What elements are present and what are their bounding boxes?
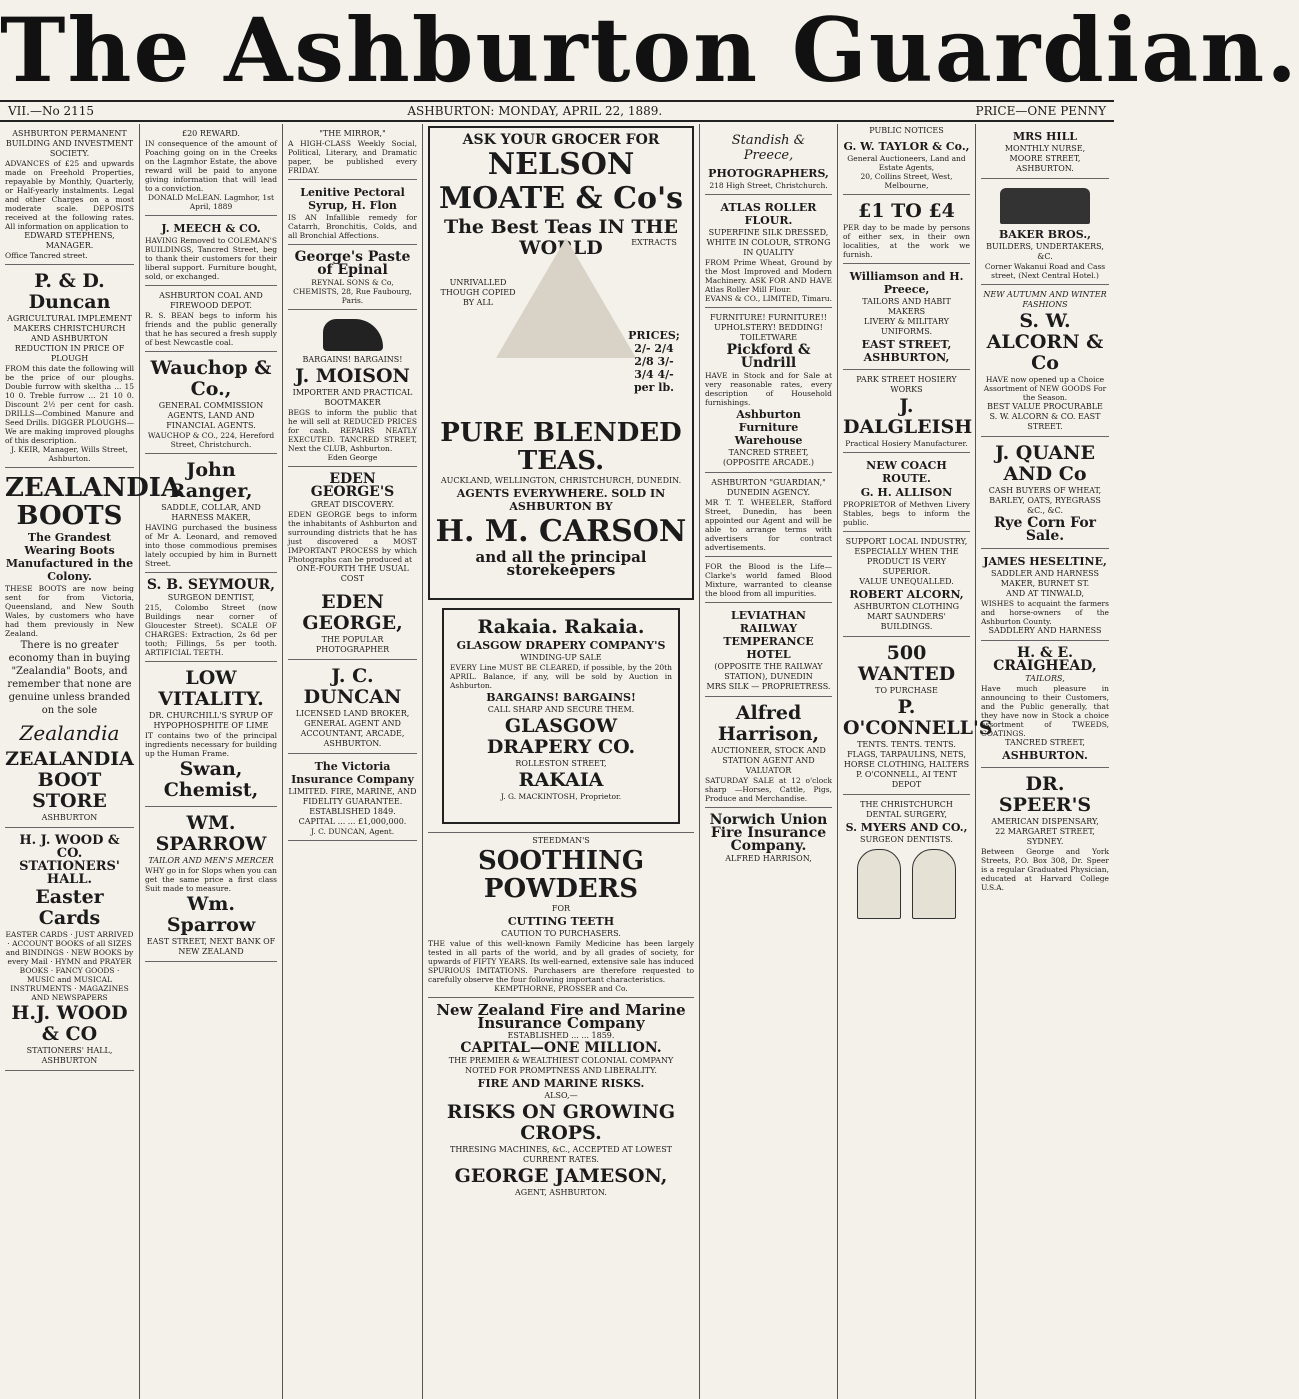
ad-best-value: BEST VALUE PROCURABLE [987, 402, 1103, 411]
ad-capital: CAPITAL—ONE MILLION. [460, 1040, 662, 1056]
ad-signature: EVANS & CO., LIMITED, Timaru. [705, 294, 832, 303]
ad-address: MOORE STREET, ASHBURTON. [1009, 154, 1081, 173]
victoria-insurance-ad [288, 756, 417, 841]
ad-subheading: TO PURCHASE [875, 686, 938, 695]
ad-body: HAVING purchased the business of Mr A. Leonard, and removed into those commodious premises lately occupied by him in Burnett Street. [145, 523, 277, 568]
ad-name: S. W. ALCORN & Co [986, 310, 1104, 374]
ad-heading: J. MOISON [295, 365, 410, 387]
ad-subheading: AMERICAN DISPENSARY, [991, 817, 1099, 826]
ad-body: R. S. BEAN begs to inform his friends and the public generally that he has secured a fresh supply of best Newcastle coal. [145, 311, 277, 347]
hill-nurse-ad [981, 126, 1109, 179]
ad-body: PER day to be made by persons of either sex, in their own localities, at the work we furnish. [843, 223, 970, 259]
ad-address: 20, Collins Street, West, Melbourne, [860, 172, 953, 190]
tea-unrivalled: UNRIVALLED THOUGH COPIED BY ALL [440, 278, 516, 307]
ad-subheading: GENERAL COMMISSION AGENTS, LAND AND FINANCIAL AGENTS. [158, 401, 264, 430]
eden-george-discovery-ad [288, 469, 417, 660]
reward-ad [145, 126, 277, 216]
ad-heading: "THE MIRROR," [319, 129, 386, 138]
photographers-ad [705, 126, 832, 195]
ad-signature: Swan, Chemist, [163, 758, 259, 801]
ad-body: FOR the Blood is the Life—Clarke's world famed Blood Mixture, warranted to cleanse the blood from all impurities. [705, 562, 832, 598]
ad-value: VALUE UNEQUALLED. [859, 577, 954, 586]
column-7 [976, 124, 1114, 1399]
mirror-ad [288, 126, 417, 180]
duncan-broker-ad [288, 662, 417, 754]
ad-body: Between George and York Streets, P.O. Box 308, Dr. Speer is a regular Graduated Physician, educated at Harvard College U.S.A. [981, 847, 1109, 892]
ad-heading: WM. SPARROW [155, 812, 267, 855]
ad-line: BARGAINS! BARGAINS! [302, 355, 403, 364]
column-5 [700, 124, 838, 1399]
sparrow-ad [145, 809, 277, 962]
building-society-ad [5, 126, 134, 265]
ad-signature: DONALD McLEAN. Lagmhor, 1st April, 1889 [148, 193, 274, 211]
ad-rakaia: Rakaia. Rakaia. [477, 616, 645, 638]
ad-subheading: (OPPOSITE THE RAILWAY STATION), DUNEDIN [714, 662, 823, 681]
price: PRICE—ONE PENNY [975, 104, 1106, 118]
ad-body: BEGS to inform the public that he will sell at REDUCED PRICES for cash. REPAIRS NEATLY EXECUTED. TANCRED STREET, Next the CLUB, Ashburton. [288, 408, 417, 453]
ad-bargains: BARGAINS! BARGAINS! [486, 691, 636, 704]
ad-heading: LOW VITALITY. [158, 667, 264, 710]
photographer-sub: THE POPULAR PHOTOGRAPHER [315, 635, 390, 654]
pectoral-syrup-ad [288, 182, 417, 245]
photographer-heading: EDEN GEORGE, [302, 591, 403, 634]
store-heading: ZEALANDIA BOOT STORE [5, 748, 134, 812]
ad-heading: MRS HILL [1012, 130, 1078, 143]
ad-agent-place: AGENT, ASHBURTON. [515, 1188, 607, 1197]
ad-body: PROPRIETOR of Methven Livery Stables, begs to inform the public. [843, 500, 970, 527]
ad-subheading: GREAT DISCOVERY. [310, 500, 395, 509]
coach-route-ad [843, 455, 970, 532]
tea-brand: NELSON MOATE & Co's [438, 147, 684, 216]
ad-heading: SUPPORT LOCAL INDUSTRY, [845, 537, 968, 546]
taylor-auctioneers-ad [843, 136, 970, 195]
ad-heading: ASHBURTON PERMANENT BUILDING AND INVESTMENT SOCIETY. [5, 129, 134, 158]
ad-body: THESE BOOTS are now being sent for from Victoria, Queensland, and New South Wales, by customers who have had them previously in New Zealand. [5, 584, 134, 638]
columns [0, 124, 1114, 1399]
column-6 [838, 124, 993, 1399]
zealandia-logo-script: Zealandia [19, 721, 120, 745]
ad-warehouse: Ashburton Furniture Warehouse [734, 408, 803, 447]
ad-heading: J. MEECH & CO. [161, 222, 261, 235]
coal-depot-ad [145, 288, 277, 352]
column-4 [423, 124, 700, 1399]
ad-footer-place: ASHBURTON [41, 1056, 98, 1065]
tea-extracts: EXTRACTS [631, 238, 677, 247]
ad-heading: JAMES HESELTINE, [983, 555, 1107, 568]
ad-subheading: TAILORS, [1025, 674, 1065, 683]
ad-signature: S. W. ALCORN & CO. EAST STREET. [989, 412, 1101, 431]
ad-script-name: Standish & Preece, [731, 133, 806, 163]
tea-pure-blended: PURE BLENDED TEAS. [440, 418, 682, 476]
ad-address: EAST STREET, ASHBURTON, [861, 338, 952, 364]
ad-heading: EDEN GEORGE'S [310, 471, 395, 500]
wauchop-ad [145, 354, 277, 454]
ad-subheading: SUPERFINE SILK DRESSED, WHITE IN COLOUR, STRONG IN QUALITY [706, 228, 831, 257]
ad-body: SATURDAY SALE at 12 o'clock sharp —Horses, Cattle, Pigs, Produce and Merchandise. [705, 776, 832, 803]
ad-name: ROBERT ALCORN, [849, 588, 964, 601]
dr-speer-ad [981, 770, 1109, 896]
ad-subheading: AGRICULTURAL IMPLEMENT MAKERS CHRISTCHURCH AND ASHBURTON [7, 314, 132, 343]
ad-heading: PARK STREET HOSIERY WORKS [856, 375, 957, 394]
ad-heading: The Victoria Insurance Company [291, 760, 414, 786]
ad-heading: Williamson and H. Preece, [849, 270, 964, 296]
ad-big-heading: SOOTHING POWDERS [477, 846, 645, 904]
sw-alcorn-ad [981, 287, 1109, 437]
ad-saddlery: SADDLERY AND HARNESS [988, 626, 1102, 635]
blood-mixture-ad [705, 559, 832, 603]
ad-call: CALL SHARP AND SECURE THEM. [487, 705, 635, 714]
tea-agents: AGENTS EVERYWHERE. SOLD IN ASHBURTON BY [456, 487, 666, 513]
ad-address: ASHBURTON CLOTHING MART SAUNDERS' BUILDINGS. [853, 602, 960, 631]
ad-also: ALSO,— [544, 1091, 578, 1100]
ad-heading: ASHBURTON "GUARDIAN," DUNEDIN AGENCY. [711, 478, 826, 497]
issue-date: ASHBURTON: MONDAY, APRIL 22, 1889. [407, 104, 663, 118]
ad-subheading: ESPECIALLY WHEN THE PRODUCT IS VERY SUPERIOR. [854, 547, 959, 576]
ad-body: HAVING Removed to COLEMAN'S BUILDINGS, Tancred Street, beg to thank their customers for their liberal support. Furniture bought, sold, or exchanged. [145, 236, 277, 281]
dentist-illustration [852, 849, 962, 919]
ad-threshing: THRESING MACHINES, &C., ACCEPTED AT LOWEST CURRENT RATES. [449, 1145, 673, 1164]
ad-subheading: DR. CHURCHILL'S SYRUP OF HYPOPHOSPHITE OF LIME [148, 711, 274, 730]
hearse-illustration [1000, 188, 1090, 224]
tea-best-teas: The Best Teas IN THE WORLD [443, 216, 678, 259]
ad-heading: J. C. DUNCAN [303, 665, 402, 708]
ad-signature: REYNAL SONS & Co, CHEMISTS, 28, Rue Faubourg, Paris. [293, 278, 412, 305]
ad-fire-marine: FIRE AND MARINE RISKS. [477, 1077, 645, 1090]
ad-heading: NEW AUTUMN AND WINTER FASHIONS [983, 290, 1107, 309]
ad-subheading: SADDLE, COLLAR, AND HARNESS MAKER, [161, 503, 261, 522]
ad-big-heading: £1 TO £4 [858, 200, 955, 222]
tea-seller: H. M. CARSON [435, 514, 687, 549]
ad-address: EAST STREET, NEXT BANK OF NEW ZEALAND [146, 937, 276, 956]
ad-signature: J. G. MACKINTOSH, Proprietor. [500, 792, 622, 801]
ad-heading: THE CHRISTCHURCH DENTAL SURGERY, [860, 800, 953, 819]
ad-heading: LEVIATHAN RAILWAY TEMPERANCE HOTEL [723, 609, 814, 661]
ad-body: EASTER CARDS · JUST ARRIVED · ACCOUNT BOOKS of all SIZES and BINDINGS · NEW BOOKS by every Mail · HYMN and PRAYER BOOKS · FANCY GOODS · MUSIC and MUSICAL INSTRUMENTS · MAGAZINES AND NEWSPAPERS [5, 930, 134, 1002]
ad-subheading: TAILOR AND MEN'S MERCER [148, 856, 274, 865]
ad-body: A HIGH-CLASS Weekly Social, Political, Literary, and Dramatic paper, be published every FRIDAY. [288, 139, 417, 175]
ad-heading: H. J. WOOD & CO. STATIONERS' HALL. [19, 833, 120, 887]
ad-town: ASHBURTON. [1002, 749, 1088, 762]
ad-address: 218 High Street, Christchurch. [709, 181, 828, 190]
ad-subheading: CASH BUYERS OF WHEAT, BARLEY, OATS, RYEGRASS &C., &C. [988, 486, 1102, 515]
column-2 [140, 124, 283, 1399]
ad-address: Office Tancred street. [5, 251, 88, 260]
ad-heading: ZEALANDIA BOOTS [5, 473, 182, 531]
tea-ask-grocer: ASK YOUR GROCER FOR [462, 132, 660, 148]
wood-stationers-ad [5, 830, 134, 1071]
ad-town: RAKAIA [518, 769, 604, 791]
ad-risks: RISKS ON GROWING CROPS. [446, 1101, 676, 1144]
ad-name: J. DALGLEISH [843, 395, 973, 438]
boot-illustration [323, 319, 383, 351]
ad-footer-sub: STATIONERS' HALL, [26, 1046, 113, 1055]
ad-name: G. H. ALLISON [860, 486, 953, 499]
work-at-home-ad [843, 197, 970, 264]
williamson-tailors-ad [843, 266, 970, 370]
ad-heading: H. & E. CRAIGHEAD, [993, 645, 1097, 674]
ad-heading: S. B. SEYMOUR, [146, 577, 276, 593]
newspaper-title: The Ashburton Guardian. [0, 0, 1299, 102]
ad-footer: Eden George [327, 453, 378, 462]
ad-heading: DR. SPEER'S [998, 773, 1092, 816]
ad-heading: G. W. TAYLOR & Co., [843, 140, 970, 153]
steedman-ad [428, 832, 694, 998]
ad-signature: J. KEIR, Manager, Wills Street, Ashburton. [11, 445, 128, 463]
ad-subheading: General Auctioneers, Land and Estate Agents, [847, 154, 966, 172]
ad-line: LIVERY & MILITARY UNIFORMS. [864, 317, 949, 336]
ad-tinwald: AND AT TINWALD, [1005, 589, 1085, 598]
ad-body: 215, Colombo Street (now Buildings near corner of Gloucester Street). SCALE OF CHARGES: Extraction, 2s 6d per tooth; Fillings, 5s per tooth. ARTIFICIAL TEETH. [145, 603, 277, 657]
ad-body: WISHES to acquaint the farmers and horse-owners of the Ashburton County. [981, 599, 1109, 626]
ad-name: J. QUANE AND Co [995, 442, 1095, 485]
norwich-union-ad [705, 810, 832, 868]
temperance-hotel-ad [705, 605, 832, 697]
column-1 [0, 124, 182, 1399]
ad-heading: £20 REWARD. [182, 129, 240, 138]
ad-heading: John Ranger, [169, 459, 253, 502]
ad-street: ROLLESTON STREET, [515, 759, 607, 768]
ad-agent: GEORGE JAMESON, [454, 1165, 668, 1187]
ad-signature: WAUCHOP & CO., 224, Hereford Street, Christchurch. [147, 431, 275, 449]
ad-address: 22 MARGARET STREET, SYDNEY. [995, 827, 1095, 846]
ad-body: ADVANCES of £25 and upwards made on Freehold Properties, repayable by Monthly, Quarterly, or Half-yearly instalments. Legal and other Charges on a most moderate scale. DEPOSITS received at the following rates. All information on application to [5, 159, 134, 231]
alcorn-clothing-ad [843, 534, 970, 637]
ad-subheading: The Grandest Wearing Boots Manufactured in the Colony. [5, 531, 134, 583]
ad-cutting-teeth: CUTTING TEETH [507, 915, 615, 928]
ad-heading: Norwich Union Fire Insurance Company. [709, 812, 828, 854]
ad-body: EDEN GEORGE begs to inform the inhabitants of Ashburton and surrounding districts that he has just discovered a MOST IMPORTANT PROCESS by which Photographs can be produced at [288, 510, 417, 564]
ad-lines: FURNITURE! FURNITURE!! UPHOLSTERY! BEDDING! TOILETWARE [709, 313, 828, 342]
ad-heading: George's Paste of Epinal [294, 249, 411, 278]
craighead-tailors-ad [981, 643, 1109, 768]
low-vitality-ad [145, 664, 277, 807]
ad-body: IS AN Infallible remedy for Catarrh, Bronchitis, Colds, and all Bronchial Affections. [288, 213, 417, 240]
ad-subheading: BUILDERS, UNDERTAKERS, &C. [986, 242, 1104, 261]
ad-capital: CAPITAL ... ... £1,000,000. [298, 817, 407, 826]
nz-fire-marine-ad [428, 1000, 694, 1202]
ad-heading: PHOTOGRAPHERS, [708, 167, 829, 180]
ad-heading: New Zealand Fire and Marine Insurance Company [436, 1001, 686, 1032]
ad-body: FROM this date the following will be the price of our ploughs. Double furrow with skeltha ... 15 10 0. Treble furrow ... 21 10 0. Discount 2½ per cent for cash. DRILLS—Combined Manure and Seed Drills. DIGGER PLOUGHS—We are making improved ploughs of this description. [5, 364, 134, 445]
ad-subheading: WINDING-UP SALE [520, 653, 602, 662]
ad-body: Have much pleasure in announcing to their Customers, and the Public generally, that they have now in Stock a choice assortment of TWEEDS, COATINGS. [981, 684, 1109, 738]
georges-paste-ad [288, 247, 417, 310]
ad-body: HAVE in Stock and for Sale at very reasonable rates, every description of Household furnishings. [705, 371, 832, 407]
tea-storekeepers: and all the principal storekeepers [475, 548, 647, 579]
ad-signature: Wm. Sparrow [166, 893, 256, 936]
ad-heading: Lenitive Pectoral Syrup, H. Flon [300, 186, 405, 212]
tea-cities: AUCKLAND, WELLINGTON, CHRISTCHURCH, DUNEDIN. [440, 476, 682, 485]
atlas-flour-ad [705, 197, 832, 308]
volume-number: VII.—No 2115 [8, 104, 95, 118]
ad-premier: THE PREMIER & WEALTHIEST COLONIAL COMPANY [448, 1056, 674, 1065]
tea-advert [428, 126, 694, 600]
ad-for: FOR [551, 904, 571, 913]
ad-lines: TENTS. TENTS. TENTS. FLAGS, TARPAULINS, NETS, HORSE CLOTHING, HALTERS [843, 740, 970, 769]
guardian-agency-ad [705, 475, 832, 557]
column-3 [283, 124, 423, 1399]
dateline-bar [0, 100, 1114, 122]
ad-subheading: AUCTIONEER, STOCK AND STATION AGENT AND VALUATOR [711, 746, 826, 775]
ad-subheading: IMPORTER AND PRACTICAL BOOTMAKER [292, 388, 413, 407]
oconnell-tents-ad [843, 639, 993, 795]
meech-ad [145, 218, 277, 286]
ad-street: TANCRED STREET, [1005, 738, 1085, 747]
ad-signature: ALFRED HARRISON, [725, 854, 812, 863]
ad-heading: Wauchop & Co., [150, 357, 272, 400]
quane-ad [981, 439, 1109, 549]
ad-signature: KEMPTHORNE, PROSSER and Co. [494, 984, 628, 993]
moison-boots-ad [288, 312, 417, 467]
ad-subheading: MONTHLY NURSE, [1004, 144, 1086, 153]
ad-body: IT contains two of the principal ingredients necessary for building up the Human Frame. [145, 731, 277, 758]
heseltine-ad [981, 551, 1109, 641]
ad-heading: STEEDMAN'S [532, 836, 590, 845]
harrison-auctioneer-ad [705, 699, 832, 808]
ad-body: FROM Prime Wheat, Ground by the Most Improved and Modern Machinery. ASK FOR AND HAVE Atlas Roller Mill Flour. [705, 258, 832, 294]
ad-signature: P. O'CONNELL, AI TENT DEPOT [856, 770, 957, 789]
ad-signature: EDWARD STEPHENS, MANAGER. [24, 231, 115, 250]
ad-subheading: HAVE now opened up a Choice Assortment of NEW GOODS For the Season. [983, 375, 1107, 402]
ad-rye: Rye Corn For Sale. [993, 515, 1097, 544]
ad-body: Corner Wakanui Road and Cass street, (Next Central Hotel.) [984, 262, 1106, 280]
glasgow-drapery-ad [442, 608, 680, 824]
dental-surgery-ad [843, 797, 970, 927]
ranger-ad [145, 456, 277, 573]
ad-heading: Alfred Harrison, [717, 702, 820, 745]
ad-line: REDUCTION IN PRICE OF PLOUGH [14, 344, 125, 363]
dalgleish-hosiery-ad [843, 372, 973, 453]
store-place: ASHBURTON [41, 813, 98, 822]
zealandia-boots-ad [5, 470, 182, 828]
ad-heading: ASHBURTON COAL AND FIREWOOD DEPOT. [159, 291, 263, 310]
ad-heading: BAKER BROS., [999, 228, 1091, 241]
ad-proprietress: MRS SILK — PROPRIETRESS. [706, 682, 831, 691]
baker-bros-ad [981, 181, 1109, 285]
masthead [0, 0, 1299, 102]
ad-price-line: ONE-FOURTH THE USUAL COST [296, 564, 409, 583]
ad-address: TANCRED STREET, (OPPOSITE ARCADE.) [723, 448, 814, 467]
duncan-ad [5, 267, 134, 468]
ad-name: S. MYERS AND CO., [845, 821, 968, 834]
ad-footer-heading: H.J. WOOD & CO [11, 1002, 128, 1045]
ad-heading: P. & D. Duncan [28, 270, 111, 313]
ad-body: WHY go in for Slops when you can get the same price a first class Suit made to measure. [145, 866, 277, 893]
ad-subheading: LIMITED. FIRE, MARINE, AND FIDELITY GUARANTEE. [288, 787, 417, 806]
ad-noted: NOTED FOR PROMPTNESS AND LIBERALITY. [465, 1066, 657, 1075]
ad-company: GLASGOW DRAPERY CO. [486, 715, 636, 758]
ad-body: EVERY Line MUST BE CLEARED, if possible, by the 20th APRIL. Balance, if any, will be sold by Auction in Ashburton. [450, 663, 672, 690]
ad-established: ESTABLISHED ... ... 1859. [507, 1031, 615, 1040]
tea-prices: PRICES; 2/- 2/4 2/8 3/- 3/4 4/- per lb. [628, 329, 680, 394]
pickford-furniture-ad [705, 310, 832, 473]
ad-subheading: SURGEON DENTISTS. [860, 835, 953, 844]
ad-established: ESTABLISHED 1849. [309, 807, 396, 816]
ad-heading: NEW COACH ROUTE. [866, 459, 947, 485]
ad-heading: 500 WANTED [857, 642, 956, 685]
ad-body: THE value of this well-known Family Medicine has been largely tested in all parts of the world, and by all grades of society, for upwards of FIFTY YEARS. Its well-earned, extensive sale has induced SPURIOUS IMITATIONS. Purchasers are therefore requested to carefully observe the four following important characteristics. [428, 939, 694, 984]
ad-subheading: TAILORS AND HABIT MAKERS [862, 297, 951, 316]
ad-subheading: SURGEON DENTIST, [167, 593, 255, 602]
ad-heading: GLASGOW DRAPERY COMPANY'S [456, 639, 666, 652]
seymour-dentist-ad [145, 575, 277, 662]
ad-tagline: There is no greater economy than in buying "Zealandia" Boots, and remember that none are genuine unless branded on the sole [7, 640, 132, 716]
ad-signature: J. C. DUNCAN, Agent. [310, 827, 395, 836]
ad-subheading: LICENSED LAND BROKER, GENERAL AGENT AND ACCOUNTANT, ARCADE, ASHBURTON. [295, 709, 410, 748]
ad-heading: ATLAS ROLLER FLOUR. [720, 201, 817, 227]
public-notices-heading: PUBLIC NOTICES [869, 126, 944, 135]
easter-cards-heading: Easter Cards [35, 886, 104, 929]
ad-subheading: SADDLER AND HARNESS MAKER, BURNET ST. [991, 569, 1099, 588]
ad-body: MR T. T. WHEELER, Stafford Street, Dunedin, has been appointed our Agent and will be able to arrange terms with advertisers for contract advertisements. [705, 498, 832, 552]
ad-caution: CAUTION TO PURCHASERS. [501, 929, 621, 938]
ad-subheading: Practical Hosiery Manufacturer. [845, 439, 968, 448]
ad-body: IN consequence of the amount of Poaching going on in the Creeks on the Lagmhor Estate, the above reward will be paid to anyone giving information that will lead to a conviction. [145, 139, 277, 193]
ad-name: P. O'CONNELL'S [843, 696, 993, 739]
ad-heading: Pickford & Undrill [726, 342, 811, 371]
